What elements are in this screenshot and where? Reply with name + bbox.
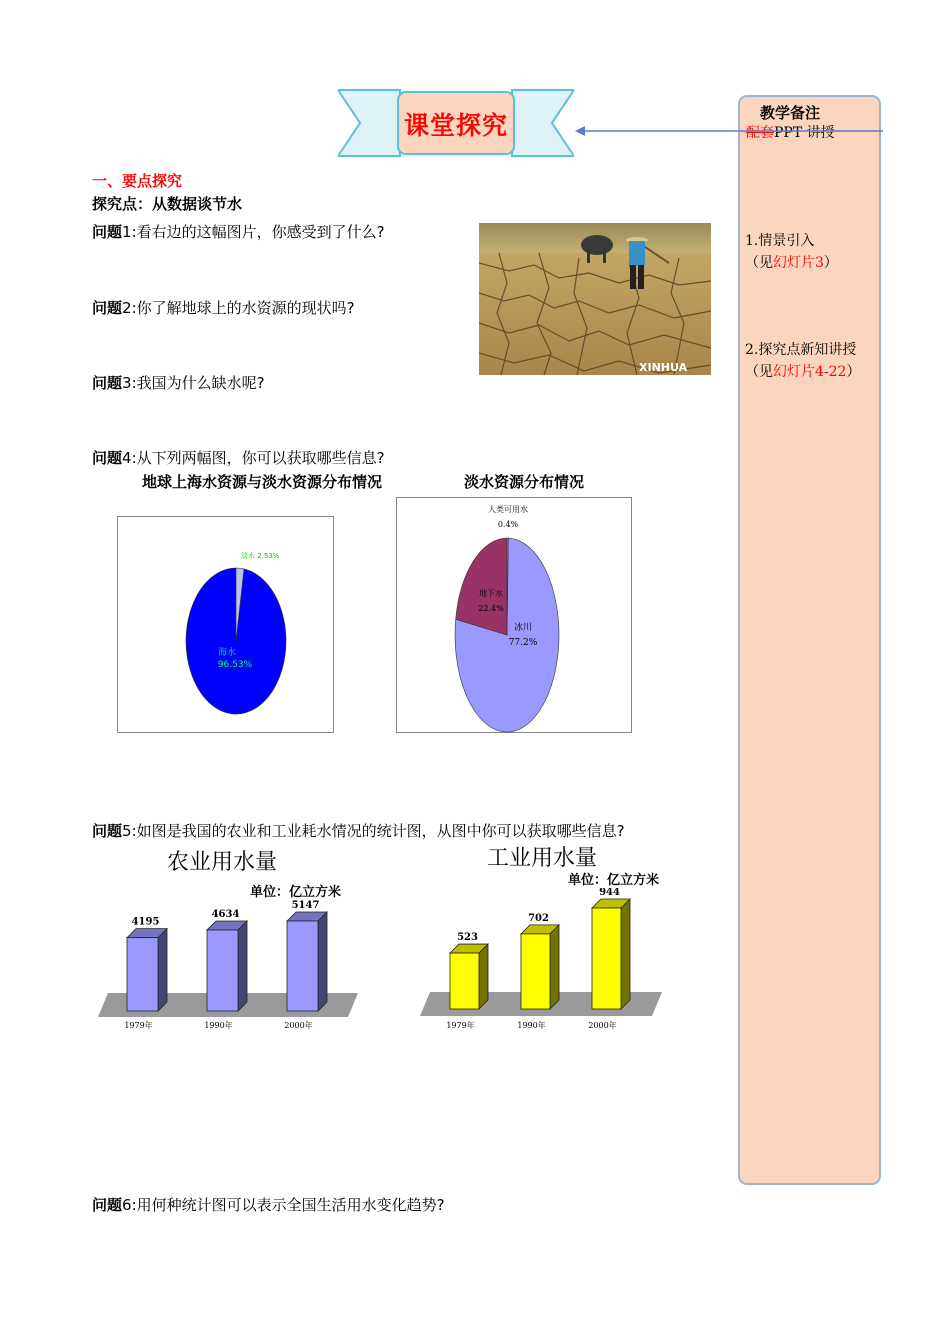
bar2-chart <box>414 888 669 1035</box>
bar-side <box>318 912 327 1011</box>
note-1 <box>745 230 877 274</box>
bar-side <box>238 921 247 1011</box>
bar2-title: 工业用水量 <box>487 846 598 871</box>
bar-side <box>550 925 559 1009</box>
pie2-groundwater-label: 地下水 <box>479 589 503 598</box>
bar2-unit: 单位：亿立方米 <box>568 873 660 888</box>
note-2 <box>745 339 877 383</box>
bar-category-label: 1979年 <box>446 1021 475 1030</box>
bar-value-label: 944 <box>599 888 620 898</box>
question-5: 问题5:如图是我国的农业和工业耗水情况的统计图，从图中你可以获取哪些信息? <box>92 822 625 840</box>
note-1-line2: （见幻灯片3） <box>745 255 838 271</box>
bar-value-label: 4634 <box>211 908 240 920</box>
pie1-seawater-label: 海水 <box>217 648 237 658</box>
pie1-seawater-value: 96.53% <box>217 660 253 670</box>
section-heading: 一、要点探究 <box>92 172 183 190</box>
banner-title: 课堂探究 <box>403 111 508 140</box>
bar-1979年 <box>450 953 479 1009</box>
pie1-title: 地球上海水资源与淡水资源分布情况 <box>142 473 383 491</box>
bar-category-label: 1990年 <box>517 1021 546 1030</box>
bar-1979年 <box>127 938 158 1011</box>
question-1: 问题1:看右边的这幅图片，你感受到了什么? <box>92 223 385 241</box>
pie2-slice-groundwater <box>456 538 507 635</box>
question-2: 问题2:你了解地球上的水资源的现状吗? <box>92 299 355 317</box>
bar-category-label: 2000年 <box>588 1021 617 1030</box>
pie2-glacier-label: 冰川 <box>513 623 533 633</box>
bar-value-label: 5147 <box>291 900 320 911</box>
pie2-groundwater-value: 22.4% <box>478 604 504 613</box>
notes-subtitle-rest: PPT 讲授 <box>774 125 835 141</box>
bar-1990年 <box>207 930 238 1011</box>
note-1-line1: 1.情景引入 <box>745 233 815 249</box>
pie1-freshwater-label: 淡水 2.53% <box>241 552 280 560</box>
note-2-line1: 2.探究点新知讲授 <box>745 342 857 358</box>
section-subheading: 探究点：从数据谈节水 <box>92 195 243 213</box>
pie2-glacier-value: 77.2% <box>508 638 538 648</box>
notes-subtitle-red: 配套 <box>746 125 774 141</box>
bar-value-label: 523 <box>457 932 478 944</box>
arrow-left-icon <box>575 125 885 137</box>
question-3: 问题3:我国为什么缺水呢? <box>92 374 265 392</box>
bar-1990年 <box>521 934 550 1009</box>
pie2-title: 淡水资源分布情况 <box>464 473 585 491</box>
drought-photo <box>479 223 711 375</box>
bar1-unit: 单位：亿立方米 <box>250 885 342 900</box>
pie1-chart <box>117 516 334 733</box>
question-4: 问题4:从下列两幅图，你可以获取哪些信息? <box>92 449 385 467</box>
bar1-chart <box>90 895 365 1035</box>
bar-side <box>621 899 630 1009</box>
note-1-slide-ref: 幻灯片3 <box>773 255 824 271</box>
bar-value-label: 702 <box>528 912 549 924</box>
bar1-title: 农业用水量 <box>167 850 278 875</box>
pie2-human-label: 人类可用水 <box>488 505 528 514</box>
bar-category-label: 1979年 <box>124 1021 153 1030</box>
bar-value-label: 4195 <box>131 916 160 928</box>
bar-2000年 <box>592 908 621 1009</box>
bar-category-label: 1990年 <box>204 1021 233 1030</box>
notes-title: 教学备注 <box>760 104 821 122</box>
bar-side <box>479 944 488 1009</box>
pie2-human-value: 0.4% <box>497 520 519 529</box>
pie2-chart <box>396 497 632 733</box>
photo-watermark: XINHUA <box>639 361 688 374</box>
bar-category-label: 2000年 <box>284 1021 313 1030</box>
bar-2000年 <box>287 921 318 1011</box>
bar-side <box>158 929 167 1011</box>
note-2-slide-ref: 幻灯片4-22 <box>773 364 847 380</box>
question-6: 问题6:用何种统计图可以表示全国生活用水变化趋势? <box>92 1196 445 1214</box>
note-2-line2: （见幻灯片4-22） <box>745 364 861 380</box>
